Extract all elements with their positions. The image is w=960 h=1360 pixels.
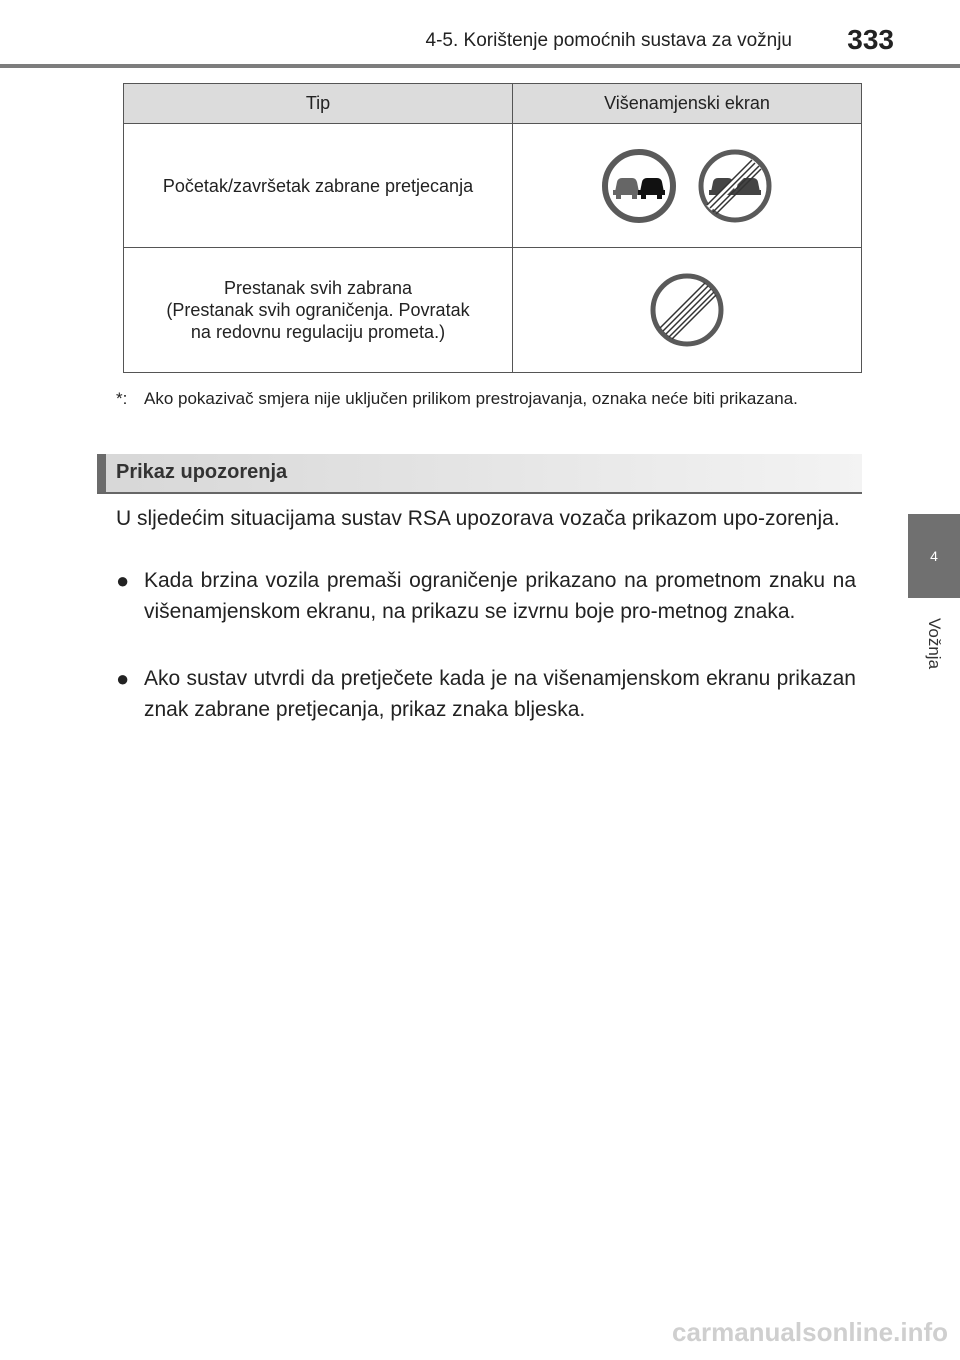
intro-paragraph: U sljedećim situacijama sustav RSA upozorava vozača prikazom upo-zorenja. [116, 507, 840, 530]
list-item [116, 565, 856, 627]
no-overtaking-sign-icon [601, 148, 677, 224]
end-of-all-restrictions-sign-icon [649, 272, 725, 348]
footnote-text: Ako pokazivač smjera nije uključen prilikom prestrojavanja, oznaka neće biti prikazana. [144, 389, 798, 408]
chapter-label: Vožnja [925, 618, 944, 670]
end-of-no-overtaking-sign-icon [697, 148, 773, 224]
table-cell-display [513, 124, 862, 248]
bullet-text: Ako sustav utvrdi da pretječete kada je na višenamjenskom ekranu prikazan znak zabrane pretjecanja, prikaz znaka bljeska. [144, 667, 856, 721]
row-end-restrictions-line1: Prestanak svih zabrana [223, 278, 413, 298]
table-row [124, 124, 862, 248]
sign-type-table [123, 83, 862, 373]
row-end-restrictions-line2: (Prestanak svih ograničenja. Povratak [166, 300, 470, 320]
table-row [124, 248, 862, 373]
bullet-text: Kada brzina vozila premaši ograničenje prikazano na prometnom znaku na višenamjenskom ekranu, na prikazu se izvrnu boje pro-metnog znaka. [144, 569, 856, 623]
footnote-marker: *: [116, 389, 128, 408]
chapter-tab: 4 [908, 514, 960, 598]
table-header-row [124, 84, 862, 124]
column-header-display: Višenamjenski ekran [513, 84, 862, 124]
table-cell-display [513, 248, 862, 373]
row-overtaking-label: Početak/završetak zabrane pretjecanja [162, 175, 474, 196]
running-header-title: 4-5. Korištenje pomoćnih sustava za vožnju [425, 30, 792, 51]
section-heading [97, 454, 862, 494]
table-cell-type [124, 248, 513, 373]
watermark: carmanualsonline.info [672, 1317, 948, 1347]
list-item [116, 663, 856, 725]
section-heading-text: Prikaz upozorenja [116, 461, 288, 483]
page-number: 333 [847, 24, 894, 55]
row-end-restrictions-label [124, 277, 512, 343]
header-rule [0, 64, 960, 68]
section-heading-bar [97, 454, 106, 492]
footnote [116, 386, 856, 411]
bullet-icon: ● [116, 568, 130, 593]
row-end-restrictions-line3: na redovnu regulaciju prometa.) [190, 322, 446, 342]
column-header-type: Tip [124, 84, 513, 124]
bullet-icon: ● [116, 666, 130, 691]
table-cell-type [124, 124, 513, 248]
